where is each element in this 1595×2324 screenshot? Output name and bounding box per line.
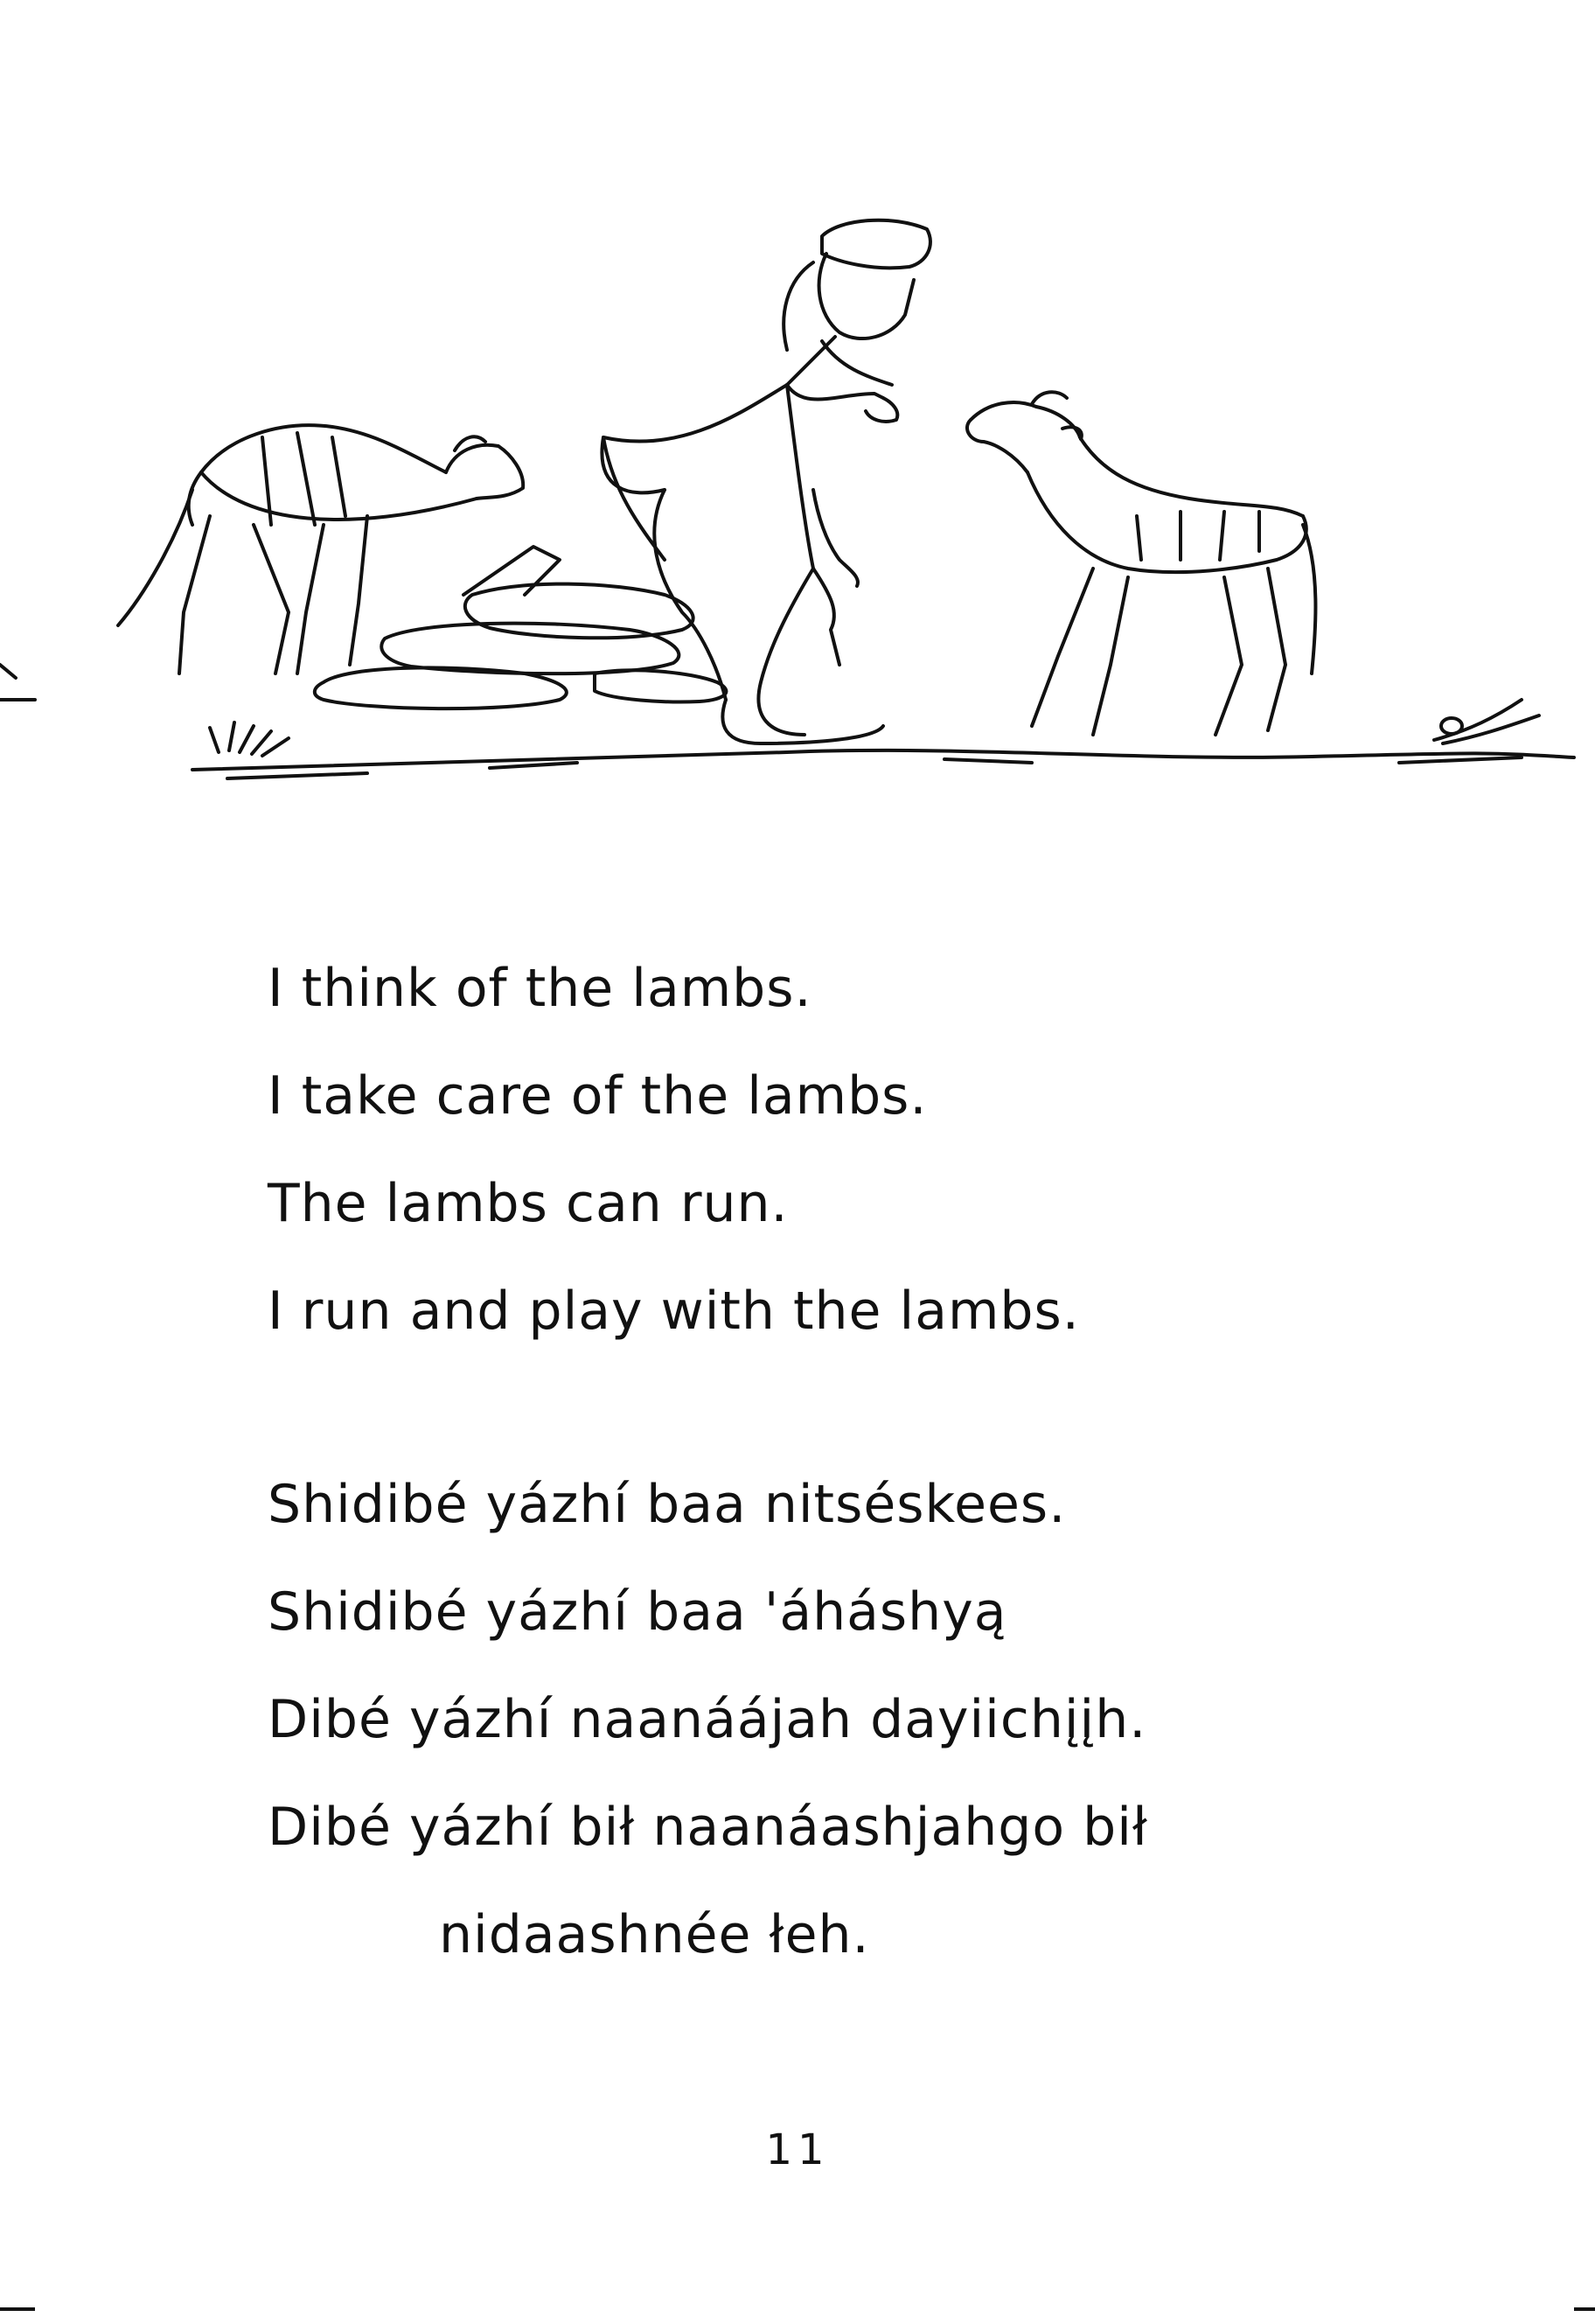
navajo-line-3: Dibé yázhí naanáájah dayiichįįh. [268,1689,1147,1750]
navajo-text [268,1474,1404,2016]
boy-drawing [602,220,930,743]
navajo-line-5: nidaashnée łeh. [439,1904,870,1965]
left-lamb-drawing [118,425,523,673]
english-line-2: I take care of the lambs. [268,1065,928,1127]
rocks-drawing [315,547,727,708]
navajo-line-2: Shidibé yázhí baa 'áháshyą [268,1581,1007,1643]
boy-with-lambs-illustration [0,0,1595,805]
english-line-3: The lambs can run. [268,1173,789,1234]
navajo-line-4: Dibé yázhí bił naanáashjahgo bił [268,1797,1148,1858]
navajo-line-1: Shidibé yázhí baa nitséskees. [268,1474,1067,1535]
page-number: 11 [765,2125,830,2174]
english-text [268,958,1404,1392]
ground-drawing [0,665,1574,778]
scan-mark [0,2307,35,2311]
english-line-1: I think of the lambs. [268,958,812,1019]
scan-mark [1574,2307,1595,2311]
right-lamb-drawing [967,392,1315,735]
english-line-4: I run and play with the lambs. [268,1281,1080,1342]
